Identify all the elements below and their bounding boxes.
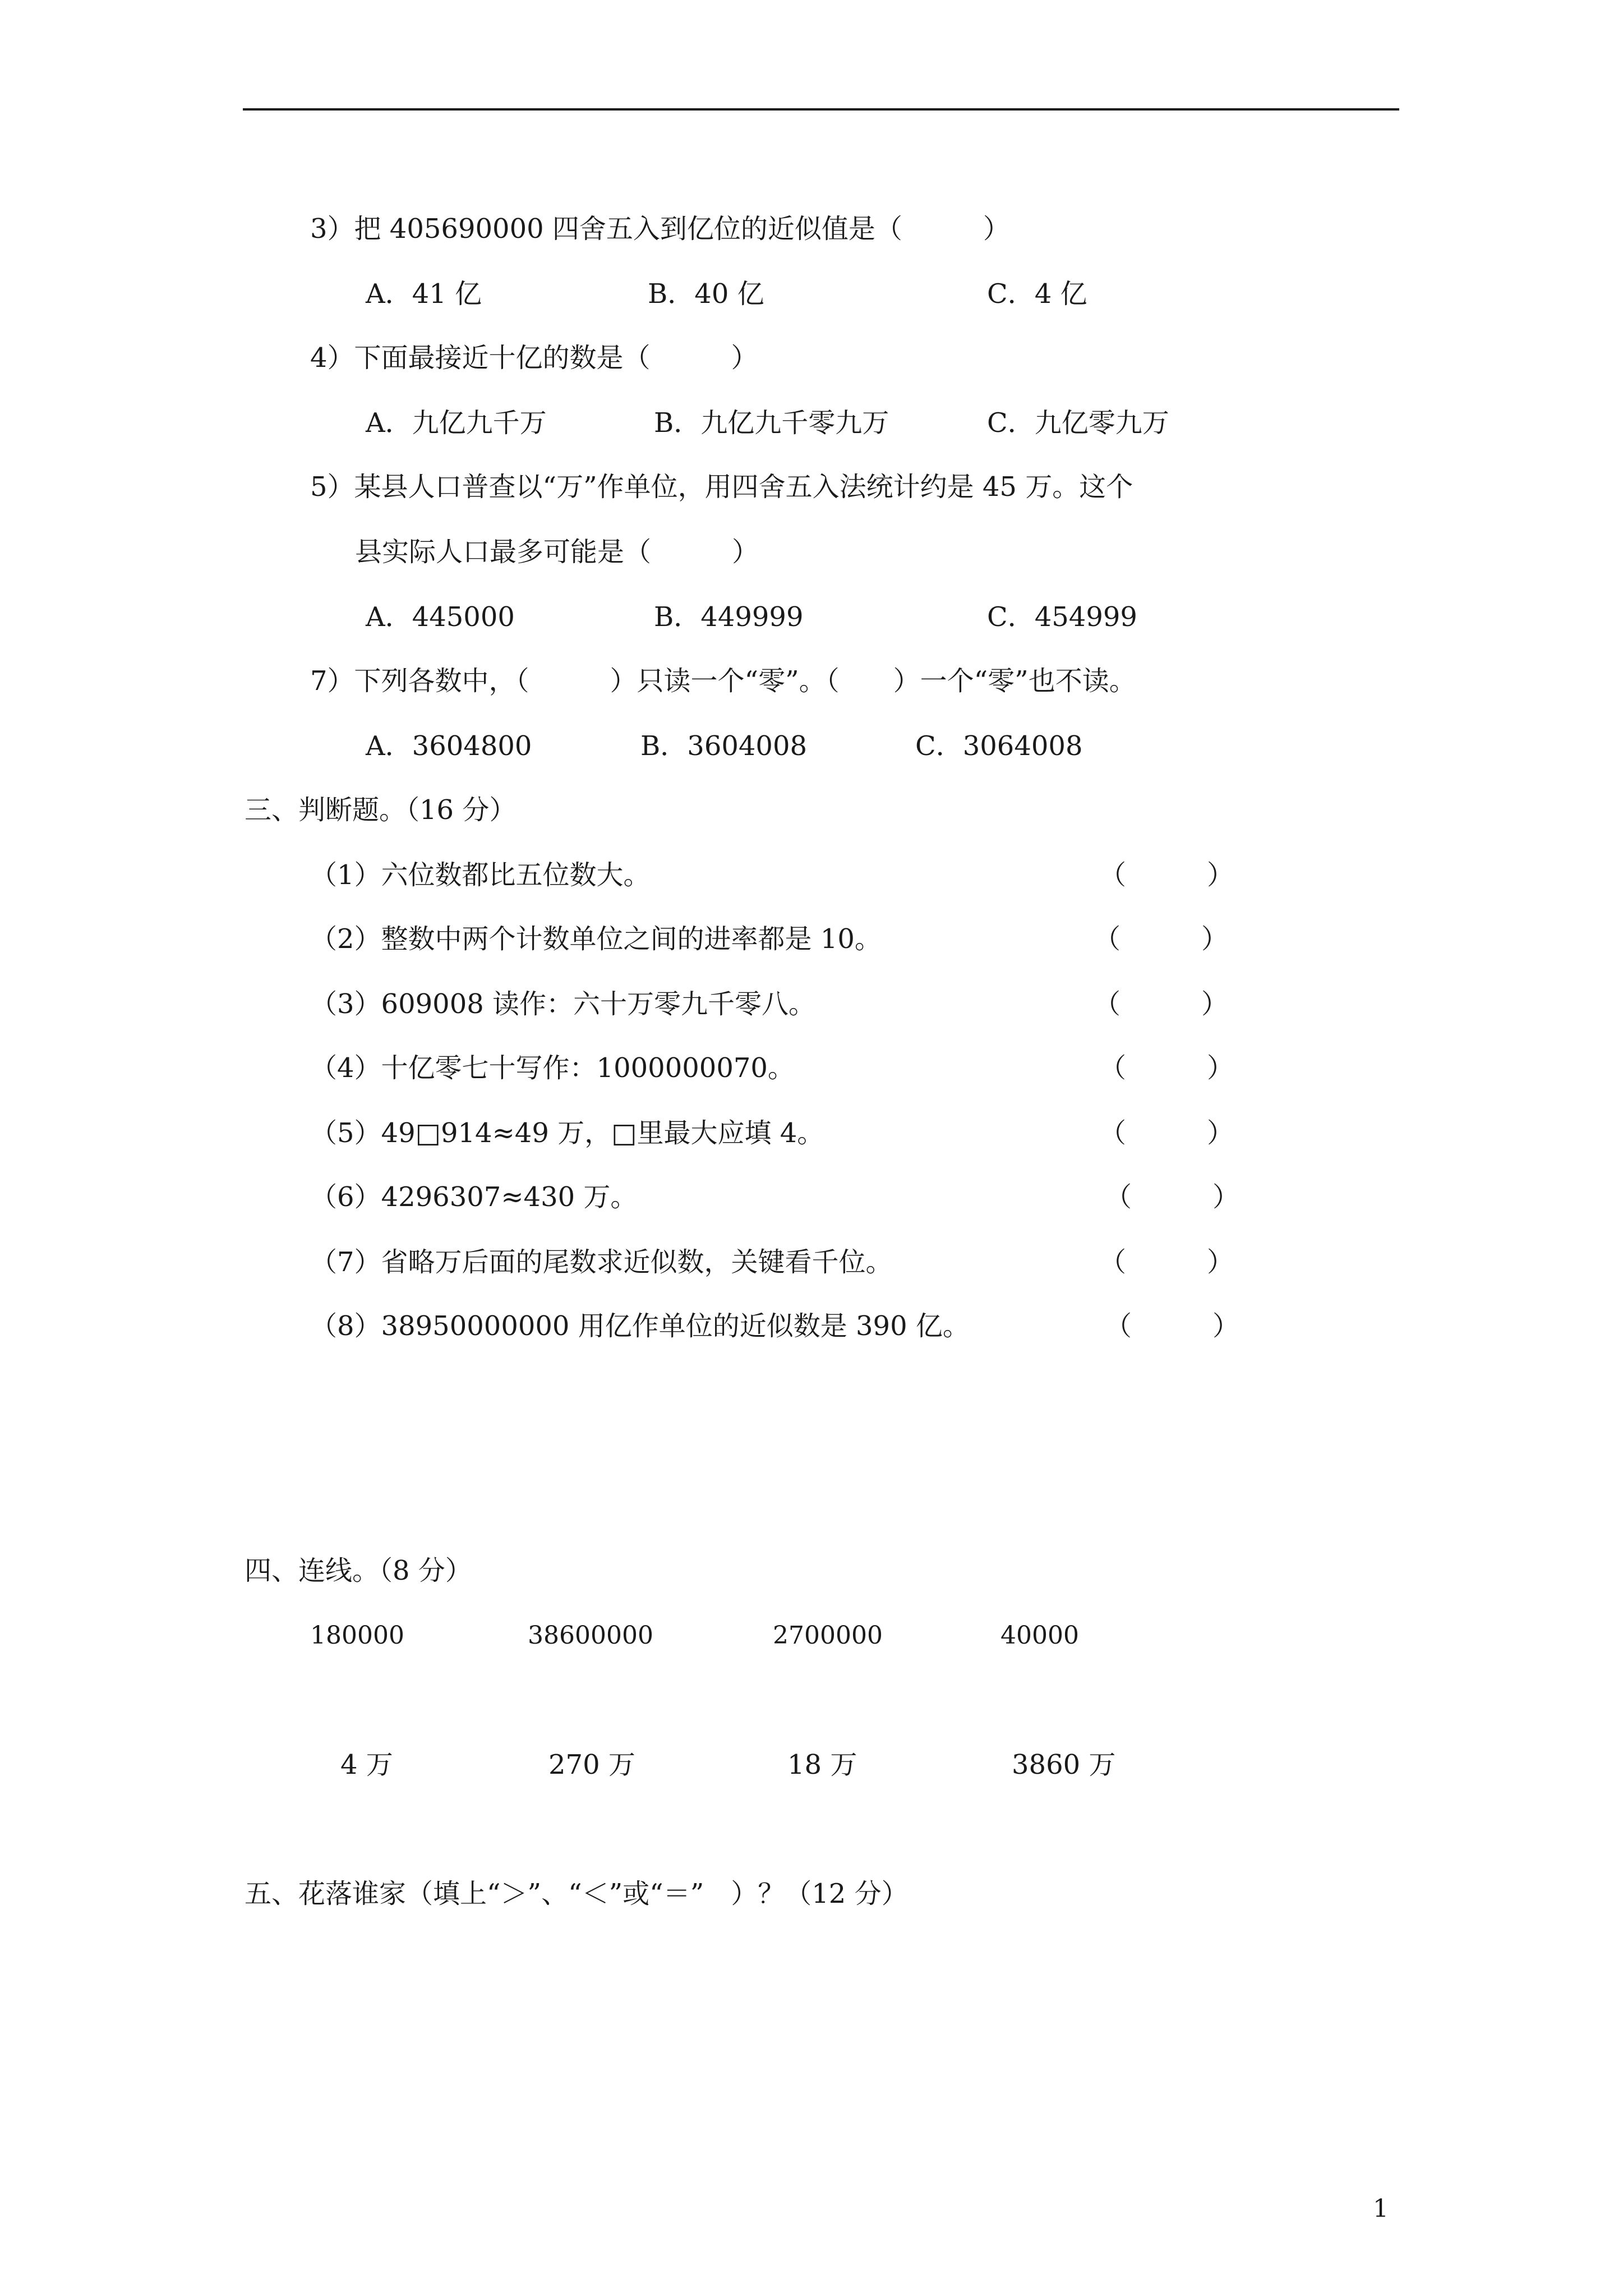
match-bottom-1[interactable]: 4 万: [340, 1749, 393, 1780]
header-rule: [243, 108, 1399, 111]
q3-option-a: A．41 亿: [366, 278, 482, 310]
q4-option-c: C．九亿零九万: [987, 407, 1169, 439]
match-top-3[interactable]: 2700000: [773, 1621, 883, 1650]
q5-stem-line1: 5）某县人口普查以“万”作单位，用四舍五入法统计约是 45 万。这个: [310, 471, 1133, 503]
judge-answer-1[interactable]: （ ）: [1099, 859, 1234, 891]
judge-item-4: （4）十亿零七十写作：1000000070。: [310, 1052, 795, 1084]
judge-answer-7[interactable]: （ ）: [1099, 1246, 1234, 1278]
judge-item-2: （2）整数中两个计数单位之间的进率都是 10。: [310, 923, 882, 955]
match-bottom-2[interactable]: 270 万: [548, 1749, 635, 1780]
q7-option-c: C．3064008: [915, 730, 1083, 762]
q7-stem: 7）下列各数中，（ ）只读一个“零”。（ ）一个“零”也不读。: [310, 665, 1136, 697]
judge-answer-2[interactable]: （ ）: [1094, 923, 1229, 955]
judge-item-1: （1）六位数都比五位数大。: [310, 859, 651, 891]
match-bottom-3[interactable]: 18 万: [787, 1749, 857, 1780]
q5-option-b: B．449999: [654, 601, 804, 633]
judge-answer-4[interactable]: （ ）: [1099, 1052, 1234, 1084]
judge-item-7: （7）省略万后面的尾数求近似数，关键看千位。: [310, 1246, 893, 1278]
section5-title: 五、花落谁家（填上“＞”、“＜”或“＝” ）？（12 分）: [245, 1878, 909, 1910]
q3-stem: 3）把 405690000 四舍五入到亿位的近似值是（ ）: [310, 213, 1010, 245]
q7-option-b: B．3604008: [640, 730, 808, 762]
judge-item-3: （3）609008 读作：六十万零九千零八。: [310, 988, 816, 1020]
section3-title: 三、判断题。（16 分）: [245, 794, 517, 826]
match-top-1[interactable]: 180000: [310, 1621, 404, 1650]
q4-option-a: A．九亿九千万: [366, 407, 547, 439]
q5-option-c: C．454999: [987, 601, 1137, 633]
q7-option-a: A．3604800: [366, 730, 532, 762]
judge-answer-3[interactable]: （ ）: [1094, 988, 1229, 1020]
judge-item-8: （8）38950000000 用亿作单位的近似数是 390 亿。: [310, 1310, 970, 1342]
match-bottom-4[interactable]: 3860 万: [1012, 1749, 1116, 1780]
match-top-4[interactable]: 40000: [1000, 1621, 1079, 1650]
judge-item-6: （6）4296307≈430 万。: [310, 1181, 638, 1213]
q4-option-b: B．九亿九千零九万: [654, 407, 889, 439]
judge-answer-5[interactable]: （ ）: [1099, 1117, 1234, 1149]
section4-title: 四、连线。（8 分）: [245, 1555, 472, 1586]
q4-stem: 4）下面最接近十亿的数是（ ）: [310, 342, 758, 374]
q5-stem-line2: 县实际人口最多可能是（ ）: [355, 536, 759, 568]
q3-option-c: C．4 亿: [987, 278, 1087, 310]
judge-item-5: （5）49□914≈49 万，□里最大应填 4。: [310, 1117, 824, 1149]
match-top-2[interactable]: 38600000: [528, 1621, 653, 1650]
page-number: 1: [1373, 2194, 1389, 2223]
judge-answer-6[interactable]: （ ）: [1105, 1181, 1240, 1213]
judge-answer-8[interactable]: （ ）: [1105, 1310, 1240, 1342]
q5-option-a: A．445000: [366, 601, 515, 633]
q3-option-b: B．40 亿: [648, 278, 764, 310]
